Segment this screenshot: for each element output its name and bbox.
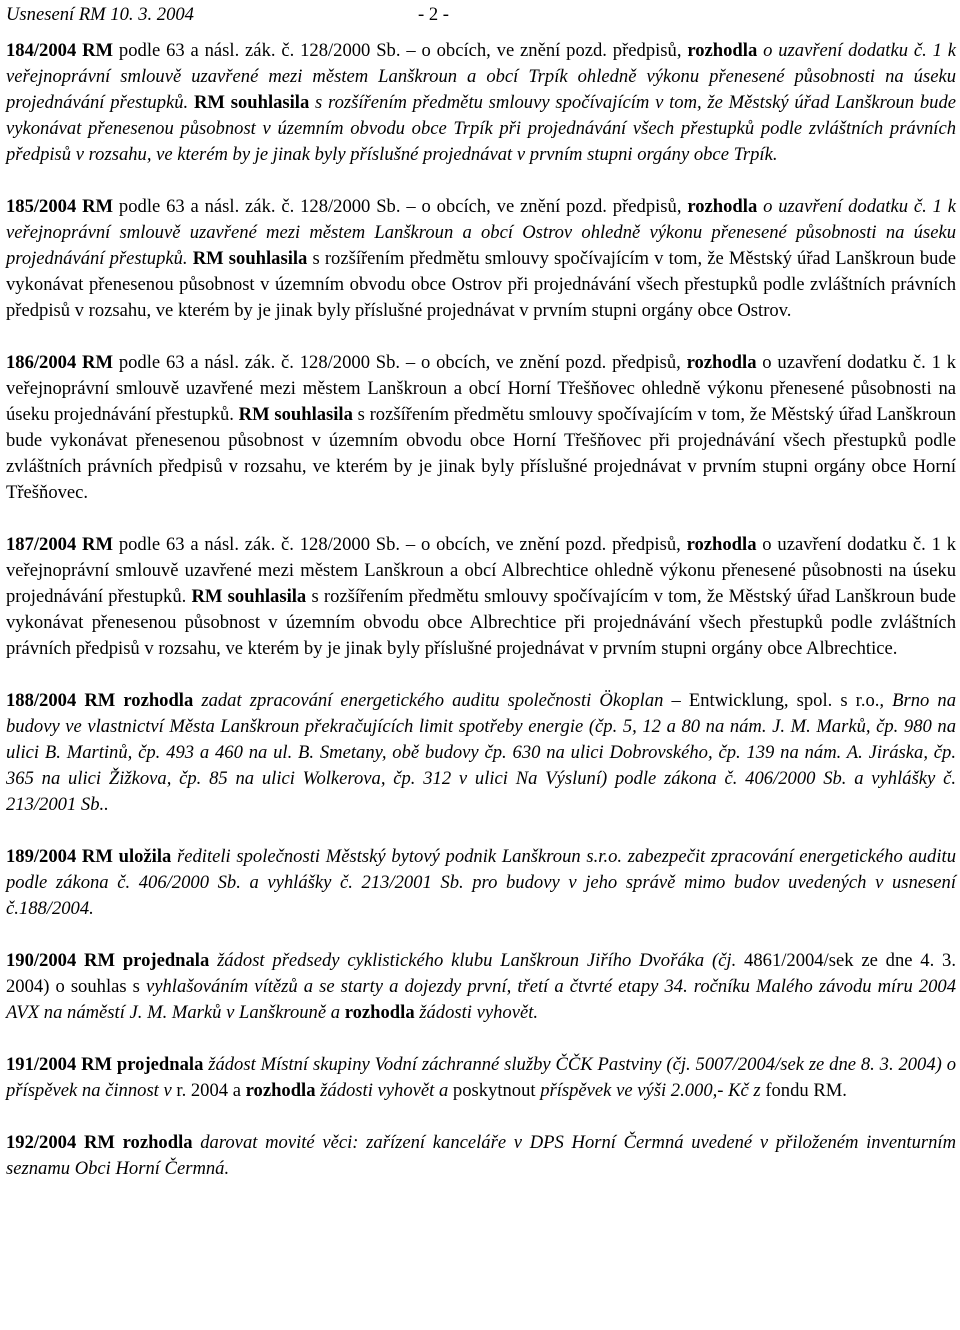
resolution-text: Entwicklung, spol. s r.o. [688,690,880,711]
resolution-paragraph [6,844,956,922]
resolution-keyword: 189/2004 RM uložila [6,846,172,867]
resolution-text: poskytnout [452,1080,541,1101]
resolution-text: s rozšířením předmětu smlouvy spočívajícím v tom, že Městský úřad Lanškroun bude vykonávat přenesenou působnost v územním obvodu obce Albrechtice při projednávání všech přestupků podle zvláštních právních předpisů v rozsahu, ve kterém by je jinak byly příslušné projednávat v prvním stupni orgány obce Albrechtice. [6,586,956,659]
page-number: - 2 - [418,4,449,25]
resolution-text: žádost předsedy cyklistického klubu Lanškroun Jiřího Dvořáka (čj. [209,950,745,971]
resolution-keyword: rozhodla [686,352,757,373]
resolution-text: fondu RM. [765,1080,847,1101]
resolution-text: , Brno na budovy ve vlastnictví Města Lanškroun překračujících limit spotřeby energie (čp. 5, 12 a 80 na nám. J. M. Marků, čp. 980 na ulici B. Martinů, čp. 493 a 460 na ul. B. Smetany, obě budovy čp. 630 na ulici Dobrovského, čp. 139 na nám. A. Jiráska, čp. 365 na ulici Žižkova, čp. 85 na ulici Wolkerova, čp. 312 v ulici Na Výsluní) podle zákona č. 406/2000 Sb. a vyhlášky č. 213/2001 Sb.. [6,690,956,815]
resolution-keyword: RM souhlasila [192,248,308,269]
resolution-text: vyhlašováním vítězů a se starty a dojezdy první, třetí a čtvrté etapy 34. ročníku Malého závodu míru 2004 AVX na náměstí J. M. Marků v Lanškrouně a [6,976,956,1023]
header-title: Usnesení RM 10. 3. 2004 [6,4,194,25]
resolution-keyword: rozhodla [686,534,757,555]
resolution-keyword: 190/2004 RM projednala [6,950,210,971]
resolution-text: o uzavření dodatku č. 1 k veřejnoprávní smlouvě uzavřené mezi městem Lanškroun a obcí Albrechtice ohledně výkonu přenesené působnosti na úseku projednávání přestupků. [6,534,957,607]
resolution-text: o uzavření dodatku č. 1 k veřejnoprávní smlouvě uzavřené mezi městem Lanškroun a obcí Ostrov ohledně výkonu přenesené působnosti na úseku projednávání přestupků. [6,196,957,269]
resolution-text: s rozšířením předmětu smlouvy spočívajícím v tom, že Městský úřad Lanškroun bude vykonávat přenesenou působnost v územním obvodu obce Ostrov při projednávání všech přestupků podle zvláštních právních předpisů v rozsahu, ve kterém by je jinak byly příslušné projednávat v prvním stupni orgány obce Ostrov. [6,248,956,321]
resolution-keyword: 186/2004 RM [6,352,114,373]
resolution-text: žádosti vyhovět. [414,1002,539,1023]
resolution-text: žádost Místní skupiny Vodní záchranné služby ČČK Pastviny (čj. 5007/2004/sek ze dne 8. 3. 2004) o příspěvek na činnost v [6,1054,956,1101]
page-header [6,2,946,26]
resolution-text: příspěvek ve výši 2.000,- Kč z [540,1080,766,1101]
resolution-text: s rozšířením předmětu smlouvy spočívajícím v tom, že Městský úřad Lanškroun bude vykonávat přenesenou působnost v územním obvodu obce Horní Třešňovec při projednávání všech přestupků podle zvláštních právních předpisů v rozsahu, ve kterém by je jinak byly příslušné projednávat v prvním stupni orgány obce Horní Třešňovec. [6,404,956,503]
resolution-text: r. 2004 a [176,1080,246,1101]
resolution-paragraph [6,350,956,506]
resolution-text: s rozšířením předmětu smlouvy spočívajícím v tom, že Městský úřad Lanškroun bude vykonávat přenesenou působnost v územním obvodu obce Trpík při projednávání všech přestupků podle zvláštních právních předpisů v rozsahu, ve kterém by je jinak byly příslušné projednávat v prvním stupni orgány obce Trpík. [6,92,956,165]
resolution-keyword: rozhodla [687,196,758,217]
resolutions-list [6,38,956,1182]
resolution-keyword: 192/2004 RM rozhodla [6,1132,193,1153]
resolution-keyword: rozhodla [687,40,758,61]
resolution-text: podle 63 a násl. zák. č. 128/2000 Sb. – o obcích, ve znění pozd. předpisů, [113,534,687,555]
resolution-paragraph [6,532,956,662]
resolution-paragraph [6,194,956,324]
resolution-keyword: 185/2004 RM [6,196,114,217]
resolution-paragraph [6,1052,956,1104]
resolution-keyword: rozhodla [245,1080,316,1101]
resolution-keyword: 184/2004 RM [6,40,114,61]
resolution-text: podle 63 a násl. zák. č. 128/2000 Sb. – o obcích, ve znění pozd. předpisů, [113,40,688,61]
resolution-text: podle 63 a násl. zák. č. 128/2000 Sb. – o obcích, ve znění pozd. předpisů, [113,196,688,217]
resolution-text: podle 63 a násl. zák. č. 128/2000 Sb. – o obcích, ve znění pozd. předpisů, [113,352,687,373]
resolution-text: darovat movité věci: zařízení kanceláře v DPS Horní Čermná uvedené v přiloženém inventurním seznamu Obci Horní Čermná. [6,1132,956,1179]
resolution-paragraph [6,1130,956,1182]
resolution-text: řediteli společnosti Městský bytový podnik Lanškroun s.r.o. zabezpečit zpracování energetického auditu podle zákona č. 406/2000 Sb. a vyhlášky č. 213/2001 Sb. pro budovy v jeho správě mimo budov uvedených v usnesení č.188/2004. [6,846,956,919]
resolution-keyword: RM souhlasila [191,586,307,607]
resolution-paragraph [6,948,956,1026]
resolution-keyword: 191/2004 RM projednala [6,1054,204,1075]
resolution-text: 4861/2004/sek ze dne 4. 3. 2004) o souhlas s [6,950,956,997]
resolution-keyword: rozhodla [344,1002,415,1023]
resolution-text: žádosti vyhovět a [315,1080,453,1101]
resolution-text: o uzavření dodatku č. 1 k veřejnoprávní smlouvě uzavřené mezi městem Lanškroun a obcí Trpík ohledně výkonu přenesené působnosti na úseku projednávání přestupků. [6,40,957,113]
resolution-paragraph [6,38,956,168]
resolution-paragraph [6,688,956,818]
resolution-text: zadat zpracování energetického auditu společnosti Ökoplan – [193,690,689,711]
resolution-keyword: 188/2004 RM rozhodla [6,690,194,711]
resolution-keyword: RM souhlasila [238,404,353,425]
resolution-keyword: 187/2004 RM [6,534,114,555]
resolution-keyword: RM souhlasila [193,92,310,113]
resolution-text: o uzavření dodatku č. 1 k veřejnoprávní smlouvě uzavřené mezi městem Lanškroun a obcí Horní Třešňovec ohledně výkonu přenesené působnosti na úseku projednávání přestupků. [6,352,957,425]
